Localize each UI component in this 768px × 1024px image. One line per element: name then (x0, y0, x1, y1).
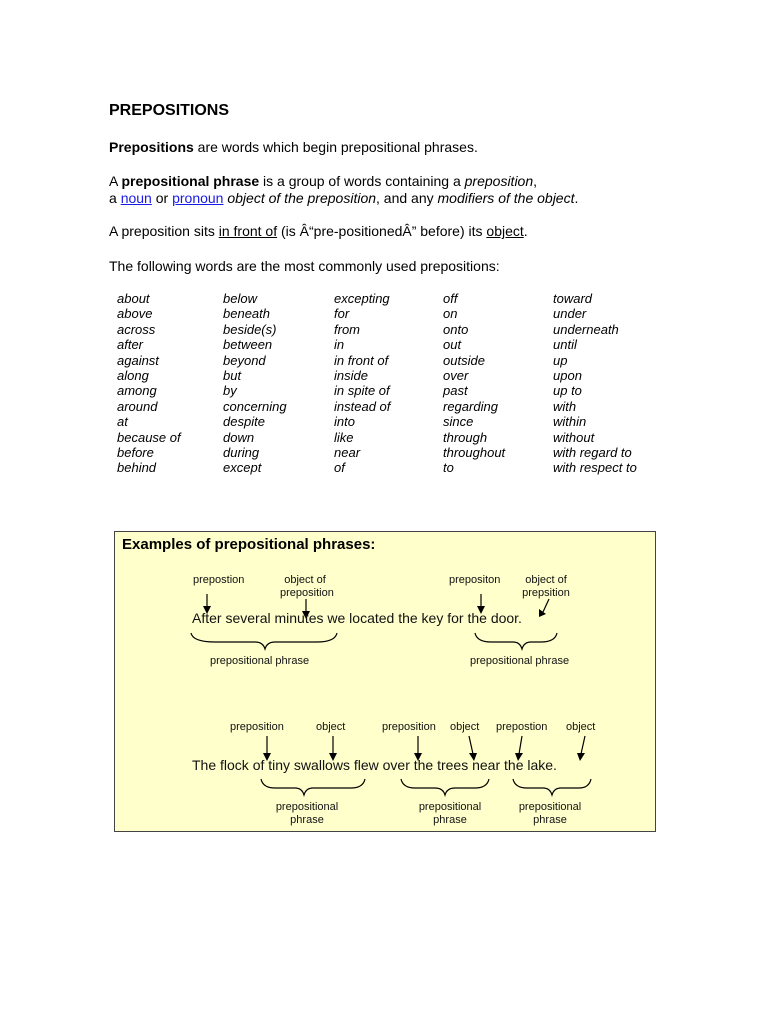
preposition-item: of (334, 460, 345, 476)
label-preposition: prepostion (193, 574, 245, 586)
preposition-item: for (334, 306, 350, 322)
label-preposition: preposition (382, 721, 436, 733)
position-text: (is Â“pre-positionedÂ” before) its (277, 223, 487, 239)
preposition-item: onto (443, 321, 469, 337)
brace-icon (475, 633, 557, 649)
label-preposition: prepositon (449, 574, 501, 586)
preposition-item: excepting (334, 291, 390, 306)
preposition-item: against (117, 352, 159, 368)
definition-paragraph (109, 173, 578, 207)
preposition-item: except (223, 460, 262, 476)
preposition-item: out (443, 337, 462, 353)
preposition-item: to (443, 460, 454, 476)
arrowhead-icon (577, 753, 585, 761)
label-prepositional-phrase: prepositional phrase (210, 655, 310, 667)
position-text: A preposition sits (109, 223, 219, 239)
arrow-icon (469, 736, 473, 754)
preposition-item: regarding (443, 398, 498, 414)
preposition-item: before (117, 445, 154, 461)
preposition-item: until (553, 337, 577, 353)
intro-text: are words which begin prepositional phrases. (193, 139, 478, 155)
label-prepositional-phrase: prepositional phrase (418, 801, 482, 826)
preposition-column-5 (553, 291, 637, 476)
definition-italic-term: modifiers of the object (437, 190, 575, 206)
preposition-item: along (117, 368, 149, 384)
preposition-item: down (223, 429, 255, 445)
examples-title: Examples of prepositional phrases: (122, 536, 376, 553)
preposition-item: through (443, 429, 488, 445)
label-object: object (566, 721, 596, 733)
preposition-item: beyond (223, 352, 266, 368)
preposition-item: concerning (223, 398, 287, 414)
preposition-item: instead of (334, 398, 391, 414)
preposition-item: into (334, 414, 355, 430)
noun-link[interactable]: noun (120, 190, 152, 206)
preposition-item: since (443, 414, 474, 430)
arrow-icon (581, 736, 585, 754)
label-object-of-preposition: object of preposition (280, 574, 334, 599)
definition-italic-term: preposition (464, 173, 534, 189)
preposition-item: on (443, 306, 458, 322)
preposition-item: upon (553, 368, 582, 384)
definition-text: A (109, 173, 122, 189)
list-intro: The following words are the most commonly used prepositions: (109, 258, 500, 274)
definition-text: . (574, 190, 579, 206)
preposition-item: above (117, 306, 153, 322)
preposition-item: with regard to (553, 445, 632, 461)
definition-text: or (151, 190, 173, 206)
preposition-item: during (223, 445, 260, 461)
brace-icon (401, 779, 489, 795)
arrow-icon (543, 599, 549, 612)
preposition-item: from (334, 321, 360, 337)
preposition-item: about (117, 291, 150, 306)
preposition-item: in spite of (334, 383, 390, 399)
preposition-item: at (117, 414, 128, 430)
definition-text: is a group of words containing a (259, 173, 465, 189)
preposition-item: throughout (443, 445, 506, 461)
preposition-item: with (553, 398, 577, 414)
preposition-item: among (117, 383, 157, 399)
label-prepositional-phrase: prepositional phrase (275, 801, 339, 826)
preposition-item: below (223, 291, 257, 306)
preposition-item: across (117, 321, 156, 337)
label-preposition: preposition (230, 721, 284, 733)
preposition-item: beneath (223, 306, 270, 322)
brace-icon (191, 633, 337, 649)
label-object-of-preposition: object of prepsition (522, 574, 570, 599)
preposition-item: between (223, 337, 273, 353)
preposition-column-2 (223, 291, 287, 476)
intro-paragraph (109, 139, 478, 156)
preposition-item: toward (553, 291, 593, 306)
preposition-item: in (334, 337, 345, 353)
position-text: . (523, 223, 528, 239)
preposition-item: up to (553, 383, 582, 399)
preposition-item: because of (117, 429, 181, 445)
preposition-item: outside (443, 352, 485, 368)
preposition-item: beside(s) (223, 321, 277, 337)
preposition-item: near (334, 445, 361, 461)
preposition-item: by (223, 383, 237, 399)
preposition-item: without (553, 429, 595, 445)
preposition-item: underneath (553, 321, 619, 337)
brace-icon (513, 779, 591, 795)
preposition-column-4 (443, 291, 505, 476)
preposition-item: behind (117, 460, 157, 476)
brace-icon (261, 779, 365, 795)
preposition-column-1 (117, 291, 181, 476)
preposition-item: in front of (334, 352, 389, 368)
preposition-item: despite (223, 414, 265, 430)
preposition-item: but (223, 368, 242, 384)
position-underlined-term: object (486, 223, 524, 239)
position-underlined-term: in front of (218, 223, 278, 239)
preposition-item: past (443, 383, 468, 399)
label-prepositional-phrase: prepositional phrase (518, 801, 582, 826)
position-paragraph (109, 223, 528, 240)
preposition-item: inside (334, 368, 368, 384)
preposition-item: under (553, 306, 587, 322)
examples-panel (114, 531, 656, 832)
preposition-column-3 (334, 291, 390, 476)
label-preposition: prepostion (496, 721, 548, 733)
label-object: object (450, 721, 480, 733)
arrow-icon (519, 736, 522, 754)
preposition-item: within (553, 414, 587, 430)
preposition-item: off (443, 291, 458, 306)
preposition-item: over (443, 368, 469, 384)
definition-text: , and any (376, 190, 438, 206)
label-object: object (316, 721, 346, 733)
preposition-item: around (117, 398, 158, 414)
preposition-item: after (117, 337, 144, 353)
preposition-item: like (334, 429, 354, 445)
preposition-item: up (553, 352, 568, 368)
page-title: PREPOSITIONS (109, 102, 230, 119)
intro-bold-term: Prepositions (109, 139, 194, 155)
arrowhead-icon (539, 609, 546, 617)
definition-italic-term: object of the preposition (227, 190, 377, 206)
example-sentence-2: The flock of tiny swallows flew over the trees near the lake. (192, 757, 557, 773)
example-sentence-1: After several minutes we located the key for the door. (192, 610, 522, 626)
preposition-item: with respect to (553, 460, 637, 476)
definition-text: , (533, 173, 538, 189)
pronoun-link[interactable]: pronoun (172, 190, 224, 206)
definition-text: a (109, 190, 121, 206)
definition-bold-term: prepositional phrase (121, 173, 260, 189)
label-prepositional-phrase: prepositional phrase (470, 655, 570, 667)
